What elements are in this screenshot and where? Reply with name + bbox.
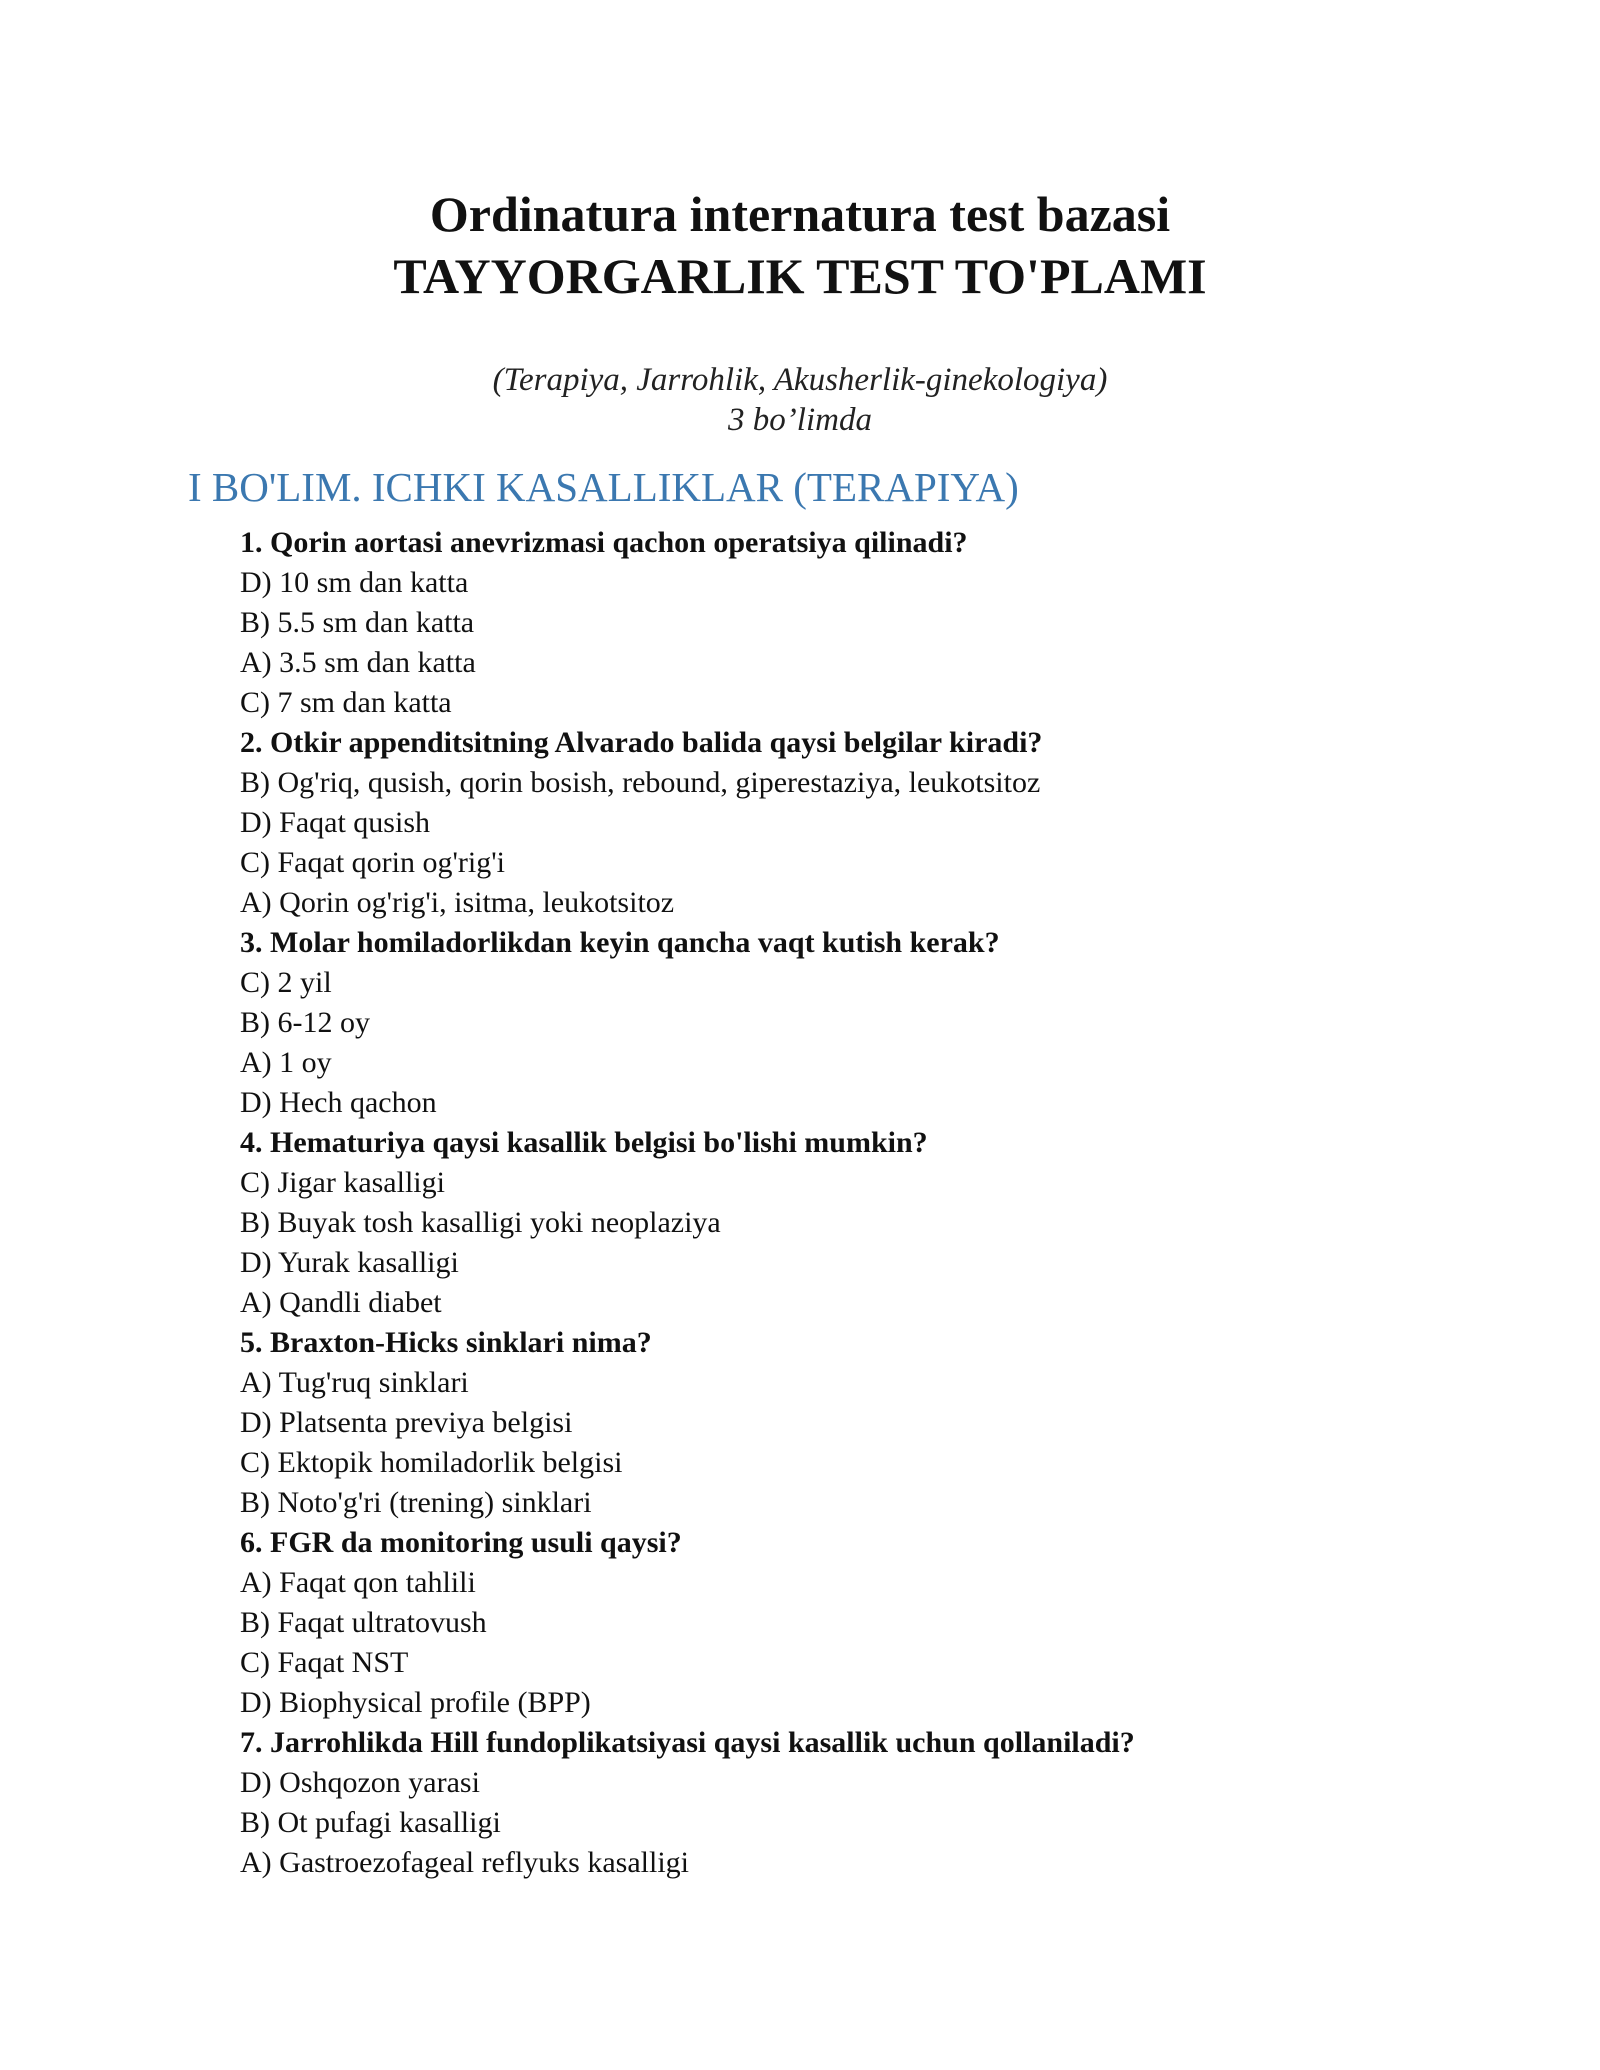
question-list (240, 523, 1540, 1883)
answer-option: D) Biophysical profile (BPP) (240, 1686, 591, 1719)
answer-option: A) 1 oy (240, 1046, 332, 1079)
title-line-1: Ordinatura internatura test bazasi (429, 186, 1171, 242)
question-text: 5. Braxton-Hicks sinklari nima? (240, 1326, 652, 1359)
answer-option: A) Tug'ruq sinklari (240, 1366, 469, 1399)
answer-option: A) Gastroezofageal reflyuks kasalligi (240, 1846, 689, 1879)
answer-option: A) Qorin og'rig'i, isitma, leukotsitoz (240, 886, 675, 919)
question-text: 2. Otkir appenditsitning Alvarado balida qaysi belgilar kiradi? (240, 726, 1043, 759)
question-text: 4. Hematuriya qaysi kasallik belgisi bo'lishi mumkin? (240, 1126, 928, 1159)
subtitle-line-2: 3 bo’limda (728, 402, 872, 438)
question-5 (240, 1323, 1540, 1523)
answer-option: C) 2 yil (240, 966, 332, 999)
document-title (0, 183, 1600, 307)
question-1 (240, 523, 1540, 723)
answer-option: D) Yurak kasalligi (240, 1246, 459, 1279)
answer-option: C) Jigar kasalligi (240, 1166, 445, 1199)
answer-option: D) Platsenta previya belgisi (240, 1406, 573, 1439)
subtitle-line-1: (Terapiya, Jarrohlik, Akusherlik-ginekologiya) (492, 362, 1108, 398)
document-subtitle (0, 360, 1600, 440)
answer-option: C) Faqat qorin og'rig'i (240, 846, 505, 879)
question-3 (240, 923, 1540, 1123)
question-text: 6. FGR da monitoring usuli qaysi? (240, 1526, 682, 1559)
question-7 (240, 1723, 1540, 1883)
question-2 (240, 723, 1540, 923)
question-text: 3. Molar homiladorlikdan keyin qancha vaqt kutish kerak? (240, 926, 1000, 959)
answer-option: D) Oshqozon yarasi (240, 1766, 480, 1799)
answer-option: A) Qandli diabet (240, 1286, 442, 1319)
answer-option: B) Og'riq, qusish, qorin bosish, rebound, giperestaziya, leukotsitoz (240, 766, 1041, 799)
answer-option: B) Noto'g'ri (trening) sinklari (240, 1486, 592, 1519)
answer-option: C) 7 sm dan katta (240, 686, 452, 719)
answer-option: D) Faqat qusish (240, 806, 430, 839)
answer-option: B) Ot pufagi kasalligi (240, 1806, 501, 1839)
answer-option: A) Faqat qon tahlili (240, 1566, 476, 1599)
answer-option: C) Faqat NST (240, 1646, 409, 1679)
answer-option: B) Buyak tosh kasalligi yoki neoplaziya (240, 1206, 721, 1239)
question-text: 1. Qorin aortasi anevrizmasi qachon operatsiya qilinadi? (240, 526, 968, 559)
answer-option: D) Hech qachon (240, 1086, 437, 1119)
section-heading: I BO'LIM. ICHKI KASALLIKLAR (TERAPIYA) (188, 464, 1019, 510)
answer-option: D) 10 sm dan katta (240, 566, 469, 599)
answer-option: B) Faqat ultratovush (240, 1606, 487, 1639)
answer-option: B) 6-12 oy (240, 1006, 370, 1039)
title-line-2: TAYYORGARLIK TEST TO'PLAMI (393, 248, 1207, 304)
question-4 (240, 1123, 1540, 1323)
question-6 (240, 1523, 1540, 1723)
answer-option: C) Ektopik homiladorlik belgisi (240, 1446, 623, 1479)
answer-option: A) 3.5 sm dan katta (240, 646, 476, 679)
question-text: 7. Jarrohlikda Hill fundoplikatsiyasi qaysi kasallik uchun qollaniladi? (240, 1726, 1135, 1759)
answer-option: B) 5.5 sm dan katta (240, 606, 475, 639)
